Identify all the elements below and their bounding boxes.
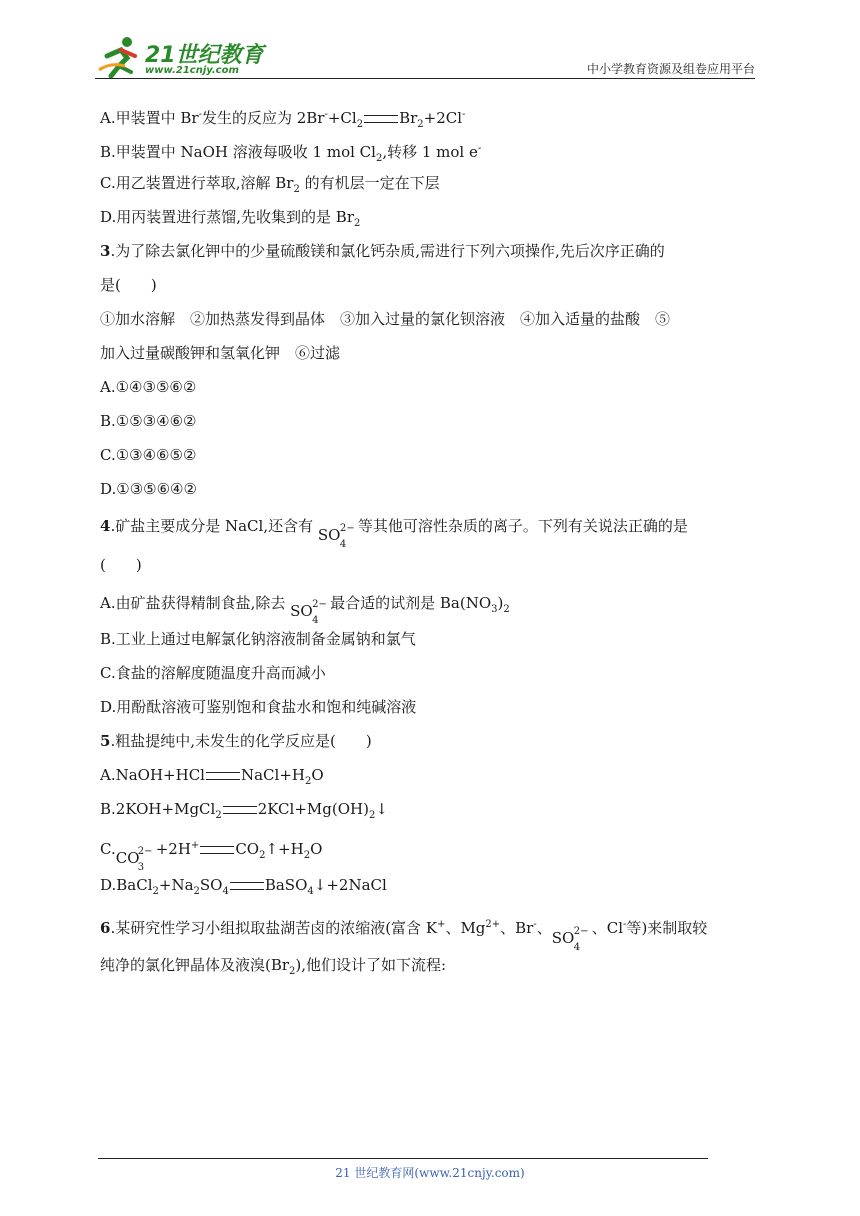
equals-sign xyxy=(230,882,264,890)
q4-paren: ( ) xyxy=(100,556,142,574)
sulfate-ion: SO 2− 4 xyxy=(290,599,327,626)
q5-stem: 5.粗盐提纯中,未发生的化学反应是( ) xyxy=(100,732,372,750)
question-number: 5 xyxy=(100,732,111,750)
question-content xyxy=(100,98,770,984)
logo-title: 21世纪教育 xyxy=(145,43,264,68)
q5-option-c: C. CO 2− 3 +2H+ $CO_2↑+H_2O$ xyxy=(100,826,770,866)
q2-option-b: B.甲装置中 NaOH 溶液每吸收 1 mol $Cl_2$,转移 1 mol e- xyxy=(100,143,482,164)
q6-stem-line1: 6.某研究性学习小组拟取盐湖苦卤的浓缩液(富含 K+、$Mg^{2+}$、Br-、 SO 2− 4 、Cl-等)来制取较 xyxy=(100,904,770,946)
q6-stem-line2: 纯净的氯化钾晶体及液溴$(Br_2)$,他们设计了如下流程: xyxy=(100,956,447,977)
equals-sign xyxy=(223,806,257,814)
q3-option-a: A.①④③⑤⑥② xyxy=(100,378,197,396)
q5-option-b: B.2KOH+MgCl$_2$ $2KCl+Mg(OH)_2↓$ xyxy=(100,800,388,821)
question-number: 6 xyxy=(100,919,111,937)
q5-option-d: $D.BaCl_2+Na_2SO_4$ BaSO$_4$↓+2NaCl xyxy=(100,876,387,897)
q3-option-c: C.①③④⑥⑤② xyxy=(100,446,197,464)
runner-logo-icon xyxy=(97,36,141,78)
header-divider xyxy=(95,78,755,79)
q2-option-a: A.甲装置中 Br-发生的反应为 $2Br^-+Cl_2$ $Br_2+2Cl^-$ xyxy=(100,109,466,130)
q4-option-b: B.工业上通过电解氯化钠溶液制备金属钠和氯气 xyxy=(100,630,416,648)
page-header xyxy=(95,34,755,80)
site-logo xyxy=(95,34,265,80)
q3-option-b: B.①⑤③④⑥② xyxy=(100,412,197,430)
q3-operations-line1: ①加水溶解 ②加热蒸发得到晶体 ③加入过量的氯化钡溶液 ④加入适量的盐酸 ⑤ xyxy=(100,310,671,328)
q3-option-d: D.①③⑤⑥④② xyxy=(100,480,197,498)
sulfate-ion: SO 2− 4 xyxy=(317,523,355,550)
question-number: 3 xyxy=(100,242,111,260)
equals-sign xyxy=(206,772,240,780)
equals-sign xyxy=(200,846,234,854)
q3-stem-line2: 是( ) xyxy=(100,276,157,294)
sulfate-ion: SO 2− 4 xyxy=(551,926,589,953)
question-number: 4 xyxy=(100,517,111,535)
equals-sign xyxy=(364,115,398,123)
q2-option-d: D.用丙装置进行蒸馏,先收集到的是 $Br_2$ xyxy=(100,208,361,229)
q4-option-c: C.食盐的溶解度随温度升高而减小 xyxy=(100,664,326,682)
q3-operations-line2: 加入过量碳酸钾和氢氧化钾 ⑥过滤 xyxy=(100,344,341,362)
carbonate-ion: CO 2− 3 xyxy=(115,846,153,873)
platform-name: 中小学教育资源及组卷应用平台 xyxy=(586,62,755,76)
q2-option-c: C.用乙装置进行萃取,溶解 $Br_2$ 的有机层一定在下层 xyxy=(100,174,440,195)
q4-option-d: D.用酚酞溶液可鉴别饱和食盐水和饱和纯碱溶液 xyxy=(100,698,417,716)
q3-stem-line1: 3.为了除去氯化钾中的少量硫酸镁和氯化钙杂质,需进行下列六项操作,先后次序正确的 xyxy=(100,242,665,260)
q4-stem: 4.矿盐主要成分是 NaCl,还含有 SO 2− 4 等其他可溶性杂质的离子。下列有关说法正确的是 xyxy=(100,506,770,546)
q4-option-a: A.由矿盐获得精制食盐,除去 SO 2− 4 最合适的试剂是 $Ba(NO_3)_2$ xyxy=(100,584,770,622)
footer-divider xyxy=(98,1158,708,1159)
logo-url: www.21cnjy.com xyxy=(145,65,239,76)
footer-text: 21 世纪教育网(www.21cnjy.com) xyxy=(335,1166,525,1180)
q5-option-a: A.NaOH+HCl $NaCl+H_2O$ xyxy=(100,766,324,787)
